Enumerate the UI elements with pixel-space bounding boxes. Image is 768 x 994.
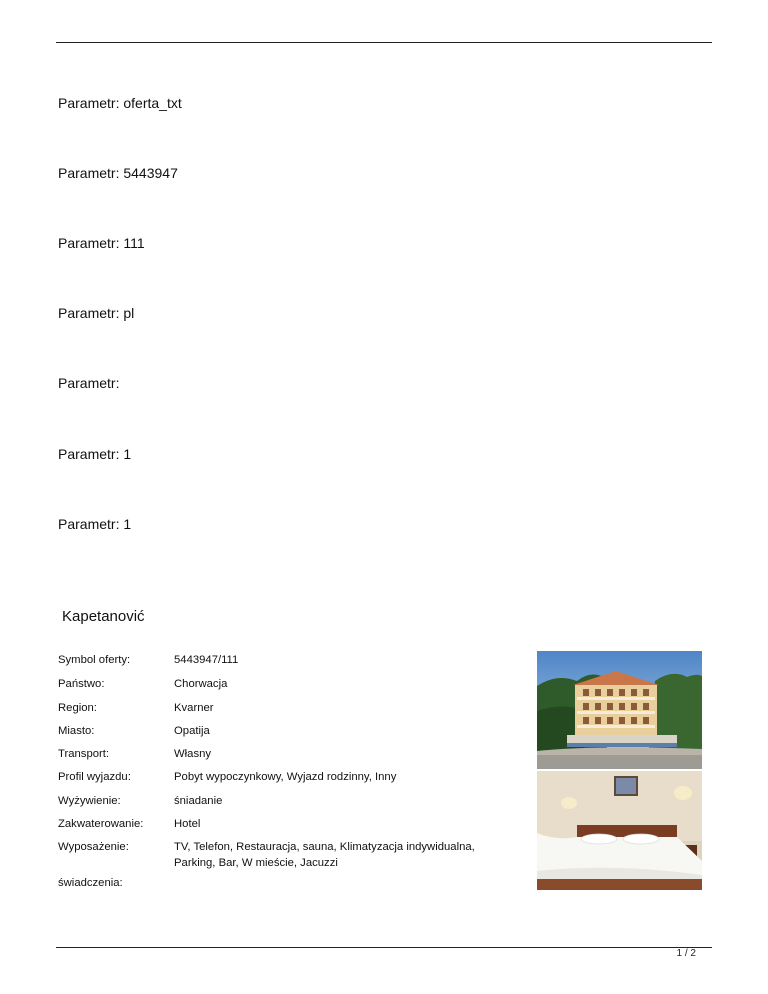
detail-row-transport: [58, 746, 504, 762]
param-line: Parametr: 5443947: [58, 165, 178, 181]
footer-rule: [56, 947, 712, 948]
detail-key: Wyżywienie:: [58, 795, 121, 807]
detail-key: Profil wyjazdu:: [58, 771, 131, 783]
detail-value: TV, Telefon, Restauracja, sauna, Klimatyzacja indywidualna, Parking, Bar, W mieście, Jacuzzi: [174, 841, 475, 869]
detail-key: Region:: [58, 702, 97, 714]
detail-value: Pobyt wypoczynkowy, Wyjazd rodzinny, Inny: [174, 771, 397, 783]
detail-row-amenities: [58, 839, 514, 871]
param-line: Parametr: oferta_txt: [58, 95, 182, 111]
header-rule: [56, 42, 712, 43]
detail-value: Chorwacja: [174, 678, 228, 690]
detail-row-region: [58, 700, 504, 716]
detail-value: Hotel: [174, 818, 201, 830]
detail-key: Państwo:: [58, 678, 105, 690]
param-line: Parametr: 1: [58, 516, 132, 532]
page-number: 1 / 2: [676, 948, 696, 959]
hotel-room-photo: [537, 771, 702, 890]
hotel-name: Kapetanović: [62, 608, 145, 625]
detail-key: Zakwaterowanie:: [58, 818, 144, 830]
param-line: Parametr: 1: [58, 446, 132, 462]
detail-key: Wyposażenie:: [58, 841, 129, 853]
param-line: Parametr:: [58, 375, 120, 391]
detail-key: Transport:: [58, 748, 110, 760]
param-line: Parametr: pl: [58, 305, 135, 321]
detail-row-meals: [58, 793, 504, 809]
detail-value: Opatija: [174, 725, 210, 737]
services-label: świadczenia:: [58, 877, 123, 889]
detail-row-city: [58, 723, 504, 739]
detail-key: Symbol oferty:: [58, 654, 131, 666]
param-line: Parametr: 111: [58, 235, 145, 251]
detail-value: 5443947/111: [174, 654, 239, 666]
detail-value: Własny: [174, 748, 212, 760]
detail-row-profile: [58, 769, 504, 785]
detail-key: Miasto:: [58, 725, 95, 737]
hotel-exterior-photo: [537, 651, 702, 769]
detail-value: śniadanie: [174, 795, 223, 807]
detail-row-symbol: [58, 652, 504, 668]
detail-row-accommodation: [58, 816, 504, 832]
detail-value: Kvarner: [174, 702, 214, 714]
detail-row-country: [58, 676, 504, 692]
